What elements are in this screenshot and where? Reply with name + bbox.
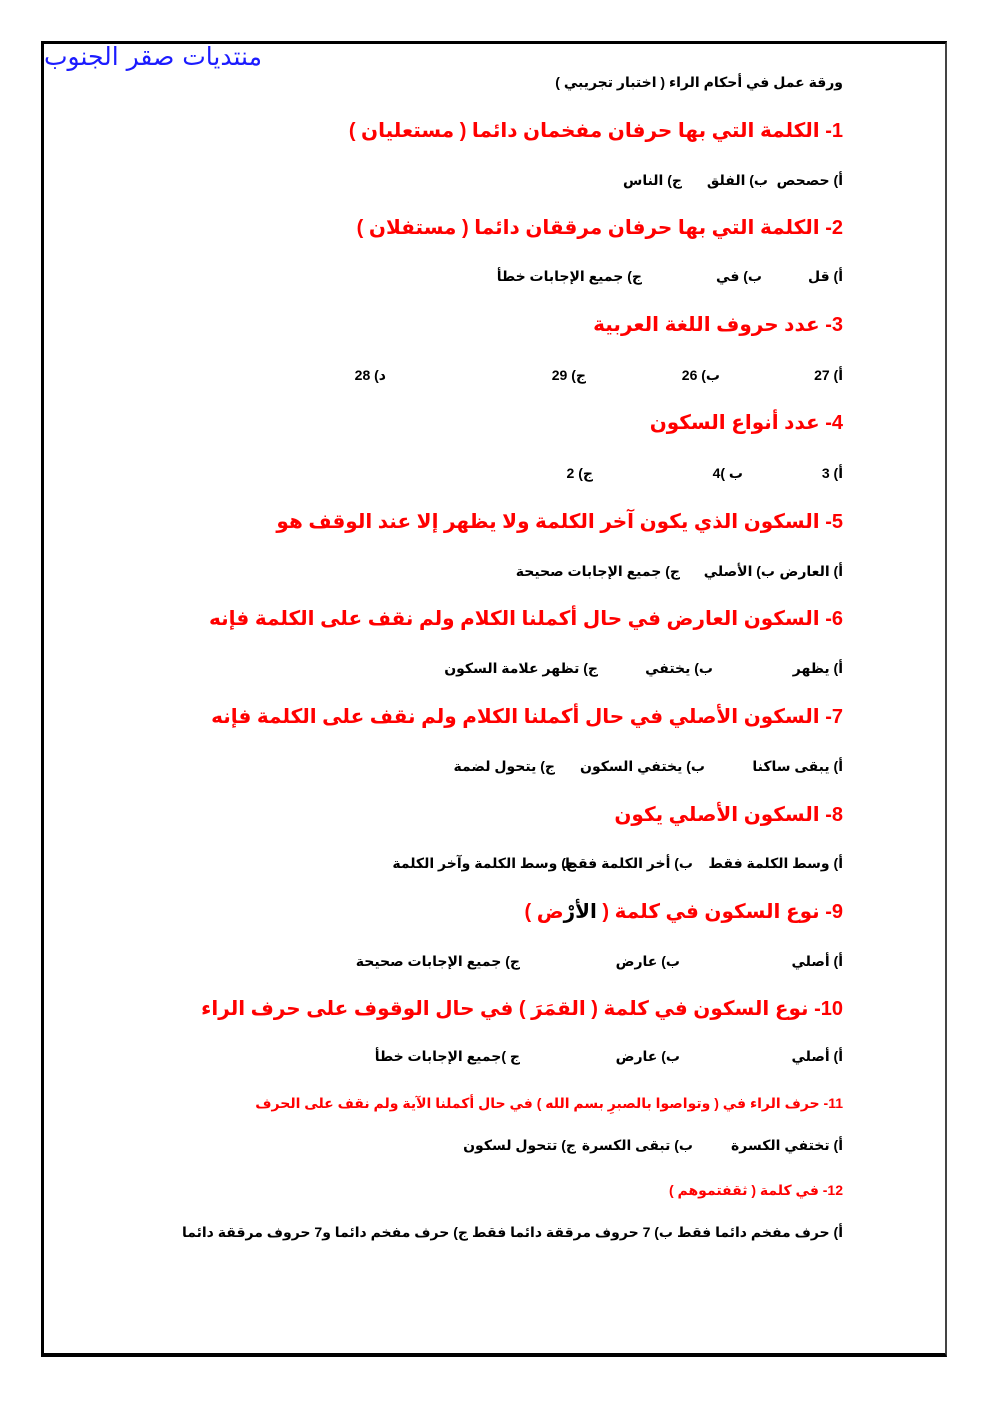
question-5-title: 5- السكون الذي يكون آخر الكلمة ولا يظهر إلا عند الوقف هو xyxy=(276,511,843,533)
question-12-title: 12- في كلمة ( ثقفتموهم ) xyxy=(668,1182,843,1198)
question-2-title: 2- الكلمة التي بها حرفان مرققان دائما ( مستفلان ) xyxy=(356,217,843,239)
option-a[interactable]: أ) تختفي الكسرة xyxy=(731,1137,843,1153)
option-b[interactable]: ب) عارض xyxy=(615,953,680,969)
option-a[interactable]: أ) أصلي xyxy=(791,1048,843,1064)
sheet-title: ورقة عمل في أحكام الراء ( اختبار تجريبي ) xyxy=(555,74,843,90)
option-a[interactable]: أ) 27 xyxy=(814,367,843,383)
option-b[interactable]: ب) أخر الكلمة فقط xyxy=(562,855,693,871)
option-c[interactable]: ج )جميع الإجابات خطأ xyxy=(374,1048,520,1064)
question-9-options xyxy=(356,953,843,970)
option-b[interactable]: ب) يختفي السكون xyxy=(580,758,705,774)
question-3-options xyxy=(355,367,843,384)
option-a[interactable]: أ) يبقى ساكنا xyxy=(752,758,843,774)
option-a[interactable]: أ) 3 xyxy=(821,465,843,481)
option-c[interactable]: ج) تتحول لسكون xyxy=(463,1137,576,1153)
question-4-title: 4- عدد أنواع السكون xyxy=(649,412,843,434)
option-c[interactable]: ج) وسط الكلمة وآخر الكلمة xyxy=(392,855,576,871)
question-8-options xyxy=(392,855,843,872)
question-8-title: 8- السكون الأصلي يكون xyxy=(614,804,843,826)
option-b[interactable]: ب) عارض xyxy=(615,1048,680,1064)
option-a[interactable]: أ) العارض xyxy=(779,563,843,579)
question-3-title: 3- عدد حروف اللغة العربية xyxy=(593,314,843,336)
option-b[interactable]: ب) الفلق xyxy=(706,172,768,188)
question-9-title-word: الأرْ xyxy=(563,901,597,923)
option-c[interactable]: ج) حرف مفخم دائما و7 حروف مرققة دائما xyxy=(181,1224,468,1240)
question-4-options xyxy=(567,465,843,482)
question-7-options xyxy=(454,758,843,775)
question-7-title: 7- السكون الأصلي في حال أكملنا الكلام ولم نقف على الكلمة فإنه xyxy=(211,706,843,728)
option-b[interactable]: ب) يختفي xyxy=(645,660,713,676)
option-a[interactable]: أ) أصلي xyxy=(791,953,843,969)
option-b[interactable]: ب )4 xyxy=(712,465,743,481)
question-11-options xyxy=(463,1137,843,1154)
option-b[interactable]: ب) الأصلي xyxy=(703,563,775,579)
question-12-options xyxy=(182,1224,843,1241)
question-9-title-start: 9- نوع السكون في كلمة ( xyxy=(596,901,843,923)
question-10-options xyxy=(375,1048,843,1065)
option-c[interactable]: ج) 2 xyxy=(566,465,593,481)
option-c[interactable]: ج) جميع الإجابات صحيحة xyxy=(515,563,680,579)
question-6-options xyxy=(444,660,843,677)
question-11-title: 11- حرف الراء في ( وتواصوا بالصبرِ بسم الله ) في حال أكملنا الآية ولم نقف على الحرف xyxy=(255,1095,843,1111)
option-a[interactable]: أ) قل xyxy=(807,268,843,284)
option-b[interactable]: ب) تبقى الكسرة xyxy=(581,1137,693,1153)
option-a[interactable]: أ) وسط الكلمة فقط xyxy=(708,855,843,871)
option-c[interactable]: ج) يتحول لضمة xyxy=(453,758,555,774)
question-9-title xyxy=(524,899,843,924)
question-9-title-end: ض ) xyxy=(524,901,564,923)
option-b[interactable]: ب) 7 حروف مرققة دائما فقط xyxy=(472,1224,673,1240)
option-c[interactable]: ج) جميع الإجابات صحيحة xyxy=(355,953,520,969)
option-c[interactable]: ج) الناس xyxy=(623,172,682,188)
option-b[interactable]: ب) في xyxy=(716,268,762,284)
question-5-options xyxy=(516,563,843,580)
option-c[interactable]: ج) تظهر علامة السكون xyxy=(444,660,598,676)
watermark-forum-name: منتديات صقر الجنوب xyxy=(44,42,262,71)
option-a[interactable]: أ) حصحص xyxy=(776,172,843,188)
option-a[interactable]: أ) يظهر xyxy=(792,660,843,676)
question-6-title: 6- السكون العارض في حال أكملنا الكلام ولم نقف على الكلمة فإنه xyxy=(209,608,843,630)
option-a[interactable]: أ) حرف مفخم دائما فقط xyxy=(676,1224,843,1240)
question-1-title: 1- الكلمة التي بها حرفان مفخمان دائما ( مستعليان ) xyxy=(348,120,843,142)
question-1-options xyxy=(623,172,843,189)
option-d[interactable]: د) 28 xyxy=(354,367,386,383)
question-10-title: 10- نوع السكون في كلمة ( القمَرَ ) في حال الوقوف على حرف الراء xyxy=(201,998,843,1020)
option-c[interactable]: ج) جميع الإجابات خطأ xyxy=(496,268,642,284)
option-b[interactable]: ب) 26 xyxy=(681,367,720,383)
option-c[interactable]: ج) 29 xyxy=(551,367,586,383)
question-2-options xyxy=(497,268,843,285)
